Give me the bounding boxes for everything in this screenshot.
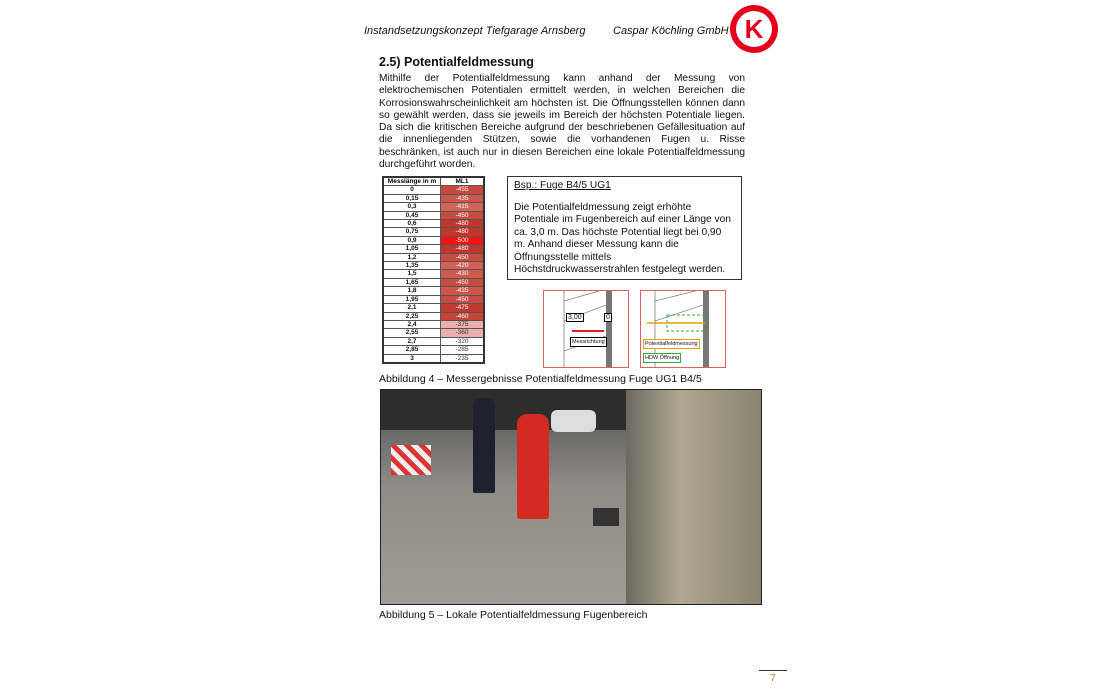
table-row [383, 262, 484, 270]
table-row [383, 295, 484, 303]
table-cell: 0,15 [383, 194, 441, 202]
opening-label: HDW Öffnung [645, 355, 680, 361]
table-row [383, 245, 484, 253]
table-cell: 2,85 [383, 346, 441, 354]
table-cell: 0 [383, 186, 441, 194]
table-cell: 0,6 [383, 220, 441, 228]
direction-label: Messrichtung [572, 339, 605, 345]
table-cell: 2,7 [383, 337, 441, 345]
table-cell: 1,2 [383, 253, 441, 261]
table-row [383, 253, 484, 261]
table-row [383, 270, 484, 278]
table-cell: 3 [383, 354, 441, 363]
table-cell: 2,55 [383, 329, 441, 337]
table-header-cell: Messlänge in m [383, 177, 441, 186]
table-header-row [383, 177, 484, 186]
table-cell: 2,25 [383, 312, 441, 320]
table-row [383, 220, 484, 228]
end-label: 0 [606, 314, 610, 321]
table-cell: 2,1 [383, 304, 441, 312]
table-cell: -480 [441, 245, 485, 253]
table-cell: 2,4 [383, 320, 441, 328]
table-row [383, 194, 484, 202]
table-header-cell: ML1 [441, 177, 485, 186]
table-cell: 0,45 [383, 211, 441, 219]
table-cell: -450 [441, 295, 485, 303]
section-title: 2.5) Potentialfeldmessung [379, 55, 534, 69]
table-cell: -500 [441, 236, 485, 244]
table-cell: -360 [441, 329, 485, 337]
diagram-opening [640, 290, 726, 368]
example-box [507, 176, 742, 280]
table-row [383, 304, 484, 312]
table-cell: -450 [441, 278, 485, 286]
figure5-caption: Abbildung 5 – Lokale Potentialfeldmessung Fugenbereich [379, 609, 648, 621]
table-cell: -435 [441, 194, 485, 202]
company-logo: K [730, 5, 778, 53]
table-row [383, 312, 484, 320]
table-cell: -450 [441, 253, 485, 261]
table-cell: 0,9 [383, 236, 441, 244]
header-company: Caspar Köchling GmbH [613, 25, 729, 37]
table-cell: -435 [441, 287, 485, 295]
table-row [383, 320, 484, 328]
table-cell: 0,75 [383, 228, 441, 236]
table-cell: -285 [441, 346, 485, 354]
table-cell: 1,35 [383, 262, 441, 270]
table-cell: -430 [441, 270, 485, 278]
example-title: Bsp.: Fuge B4/5 UG1 [514, 180, 611, 191]
table-row [383, 337, 484, 345]
site-photo [380, 389, 762, 605]
table-cell: 1,8 [383, 287, 441, 295]
table-cell: -460 [441, 312, 485, 320]
example-text: Die Potentialfeldmessung zeigt erhöhte Potentiale im Fugenbereich auf einer Länge von ca. 3,0 m. Das höchste Potential liegt bei 0,90 m. Anhand dieser Messung kann die Öffnungsstelle mittels Höchstdruckwasserstrahlen festgelegt werden. [514, 201, 731, 275]
table-cell: 1,65 [383, 278, 441, 286]
table-cell: 0,3 [383, 203, 441, 211]
table-cell: -475 [441, 304, 485, 312]
table-cell: 1,95 [383, 295, 441, 303]
table-row [383, 287, 484, 295]
table-cell: 1,5 [383, 270, 441, 278]
section-text: Mithilfe der Potentialfeldmessung kann anhand der Messung von elektrochemischen Potentialen ermittelt werden, in welchen Bereichen die Korrosionswahrscheinlichkeit am höchsten ist. Die Öffnungsstellen können dann so gewählt werden, dass sie jeweils im Bereich der höchsten Potentiale liegen. Da sich die kritischen Bereiche aufgrund der beschriebenen Gefällesituation auf die innenliegenden Stützen, sowie die vorhandenen Fugen u. Risse beschränken, ist auch nur in diesen Bereichen eine lokale Potentialfeldmessung durchgeführt worden. [379, 73, 745, 171]
table-row [383, 354, 484, 363]
table-row [383, 278, 484, 286]
page-number: 7 [759, 670, 787, 684]
table-row [383, 228, 484, 236]
header-title: Instandsetzungskonzept Tiefgarage Arnsberg [364, 25, 586, 37]
table-row [383, 329, 484, 337]
diagram-measurement-direction [543, 290, 629, 368]
table-row [383, 203, 484, 211]
table-row [383, 186, 484, 194]
table-cell: -235 [441, 354, 485, 363]
table-cell: -320 [441, 337, 485, 345]
table-row [383, 346, 484, 354]
table-cell: 1,05 [383, 245, 441, 253]
table-row [383, 211, 484, 219]
table-row [383, 236, 484, 244]
potential-label: Potentialfeldmessung [645, 341, 698, 347]
table-cell: -450 [441, 211, 485, 219]
table-cell: -480 [441, 228, 485, 236]
table-cell: -455 [441, 186, 485, 194]
figure4-caption: Abbildung 4 – Messergebnisse Potentialfeldmessung Fuge UG1 B4/5 [379, 373, 702, 385]
table-cell: -480 [441, 220, 485, 228]
table-cell: -415 [441, 203, 485, 211]
measurement-table [382, 176, 485, 364]
table-cell: -420 [441, 262, 485, 270]
start-label: 3,00 [568, 314, 582, 321]
table-cell: -375 [441, 320, 485, 328]
